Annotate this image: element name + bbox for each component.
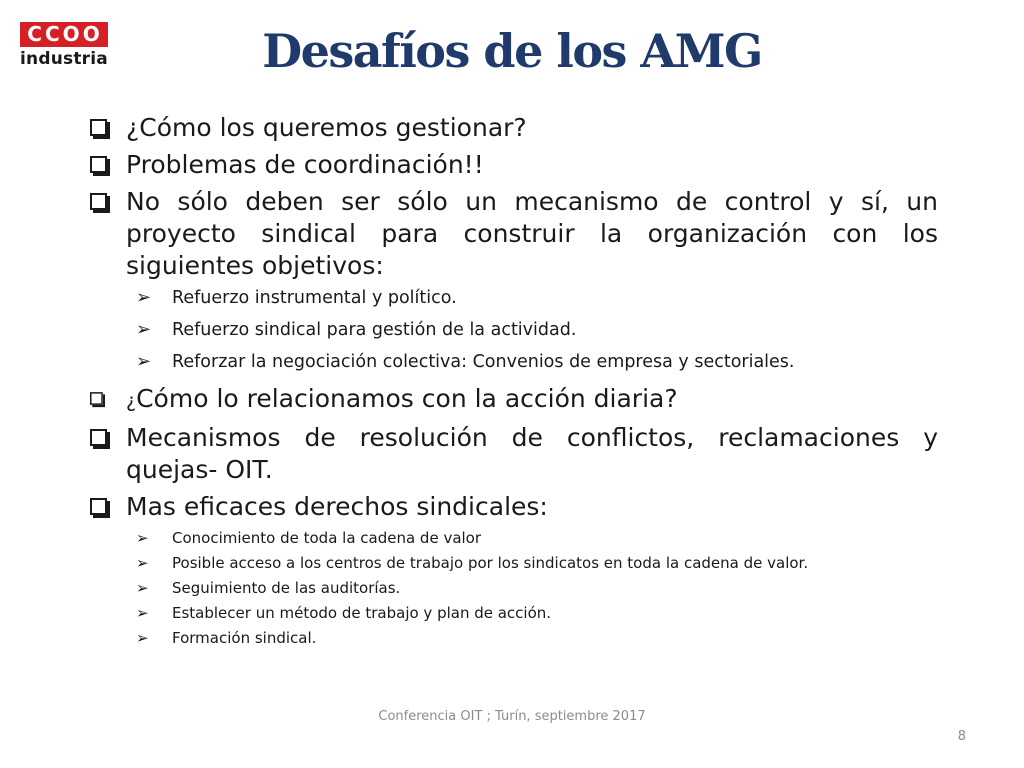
- bullet-item-level1: [90, 383, 938, 417]
- slide-title: Desafíos de los AMG: [262, 24, 762, 78]
- bullet-text: Mas eficaces derechos sindicales:: [126, 492, 548, 521]
- logo-subtitle: industria: [20, 49, 108, 69]
- bullet-text: Cómo lo relacionamos con la acción diaria?: [136, 384, 678, 413]
- arrow-bullet-icon: ➢: [136, 319, 152, 340]
- arrow-bullet-icon: ➢: [136, 604, 149, 622]
- square-box-icon: [90, 392, 103, 405]
- bullet-item-level2: [136, 287, 938, 309]
- bullet-text: ¿Cómo los queremos gestionar?: [126, 113, 527, 142]
- bullet-text: Formación sindical.: [172, 629, 317, 647]
- arrow-bullet-icon: ➢: [136, 529, 149, 547]
- bullet-text: Establecer un método de trabajo y plan de acción.: [172, 604, 552, 622]
- footer-text: Conferencia OIT ; Turín, septiembre 2017: [378, 709, 646, 724]
- bullet-item-level1: [90, 491, 938, 523]
- bullet-text: Mecanismos de resolución de conflictos, reclamaciones y quejas- OIT.: [126, 423, 938, 484]
- bullet-text: Reforzar la negociación colectiva: Convenios de empresa y sectoriales.: [172, 352, 795, 372]
- bullet-item-level1: [90, 149, 938, 181]
- logo-letter: C: [27, 22, 43, 46]
- bullet-item-level1: [90, 422, 938, 486]
- bullet-item-level3: [136, 603, 938, 623]
- square-box-icon: [90, 429, 107, 446]
- bullet-text: Refuerzo instrumental y político.: [172, 288, 457, 308]
- bullet-item-level2: [136, 351, 938, 373]
- bullet-text: Conocimiento de toda la cadena de valor: [172, 529, 482, 547]
- bullet-item-level2: [136, 319, 938, 341]
- bullet-item-level3: [136, 628, 938, 648]
- square-box-icon: [90, 498, 107, 515]
- arrow-bullet-icon: ➢: [136, 579, 149, 597]
- bullet-item-level3: [136, 578, 938, 598]
- bullet-item-level1: [90, 186, 938, 282]
- square-box-icon: [90, 119, 107, 136]
- arrow-bullet-icon: ➢: [136, 629, 149, 647]
- bullet-text: Problemas de coordinación!!: [126, 150, 484, 179]
- arrow-bullet-icon: ➢: [136, 287, 152, 308]
- bullet-item-level3: [136, 553, 938, 573]
- arrow-bullet-icon: ➢: [136, 351, 152, 372]
- bullet-text: No sólo deben ser sólo un mecanismo de control y sí, un proyecto sindical para construir la organización con los siguientes objetivos:: [126, 187, 938, 280]
- logo-letter: O: [82, 22, 101, 46]
- bullet-text: Posible acceso a los centros de trabajo por los sindicatos en toda la cadena de valor.: [172, 554, 809, 572]
- bullet-item-level3: [136, 528, 938, 548]
- bullet-text: Seguimiento de las auditorías.: [172, 579, 401, 597]
- arrow-bullet-icon: ➢: [136, 554, 149, 572]
- bullet-list: [90, 112, 938, 653]
- square-box-icon: [90, 193, 107, 210]
- bullet-text: Refuerzo sindical para gestión de la actividad.: [172, 320, 577, 340]
- bullet-prefix: ¿: [126, 390, 137, 412]
- logo-letter: O: [62, 22, 81, 46]
- bullet-item-level1: [90, 112, 938, 144]
- square-box-icon: [90, 156, 107, 173]
- logo-letter: C: [44, 22, 61, 46]
- page-number: 8: [957, 729, 966, 744]
